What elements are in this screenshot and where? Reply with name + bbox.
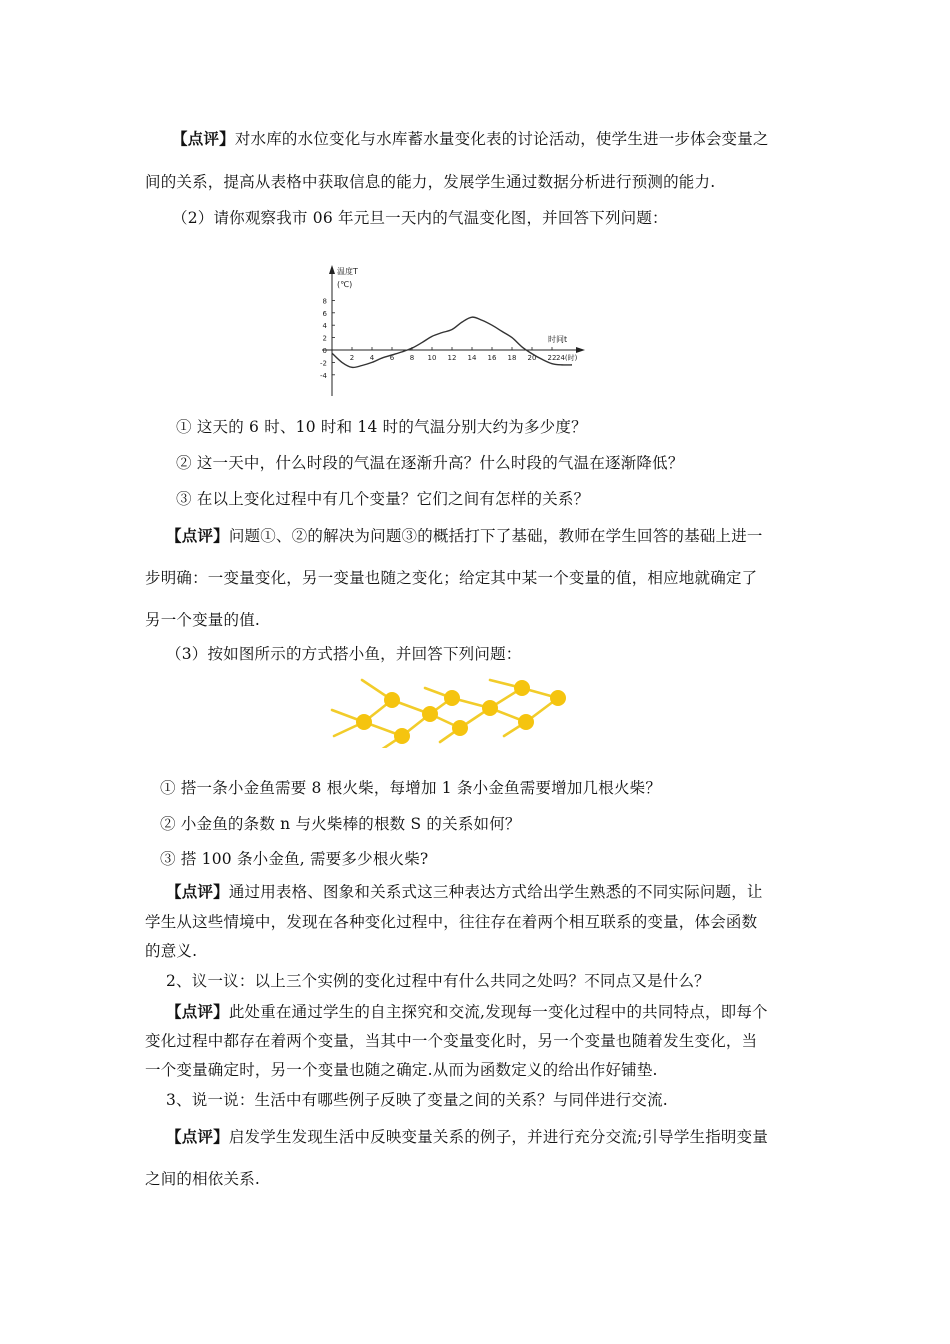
fish-matchstick-figure: [330, 678, 570, 748]
question-3-intro: （3）按如图所示的方式搭小鱼，并回答下列问题：: [166, 645, 522, 663]
comment-5-line-2: 之间的相依关系.: [145, 1170, 261, 1188]
match-head: [452, 720, 468, 736]
x-tick-label: 6: [389, 354, 395, 362]
x-tick-label: 10: [427, 354, 437, 362]
x-axis-arrow: [576, 347, 585, 353]
question-2-3: ③ 在以上变化过程中有几个变量？它们之间有怎样的关系？: [176, 490, 590, 508]
question-3-3: ③ 搭 100 条小金鱼, 需要多少根火柴?: [160, 850, 429, 868]
x-tick-label: 8: [409, 354, 415, 362]
y-tick-label: 2: [322, 334, 327, 343]
temperature-chart: [310, 262, 592, 400]
question-2-intro: （2）请你观察我市 06 年元旦一天内的气温变化图，并回答下列问题：: [172, 209, 668, 227]
y-tick-label: 6: [322, 309, 327, 318]
comment-3-line-2: 学生从这些情境中，发现在各种变化过程中，往往存在着两个相互联系的变量，体会函数: [145, 913, 758, 931]
comment-2-line-1: 【点评】问题①、②的解决为问题③的概括打下了基础，教师在学生回答的基础上进一: [166, 526, 763, 545]
y-tick-label: 0: [322, 347, 327, 355]
comment-4-line-3: 一个变量确定时，另一个变量也随之确定.从而为函数定义的给出作好铺垫.: [145, 1061, 658, 1079]
y-axis-arrow: [329, 265, 335, 274]
match-head: [422, 706, 438, 722]
comment-label: 【点评】: [166, 1127, 229, 1146]
chart-axes: [322, 265, 585, 396]
match-head: [514, 680, 530, 696]
question-2-2: ② 这一天中，什么时段的气温在逐渐升高？什么时段的气温在逐渐降低？: [176, 454, 684, 472]
y-tick-label: 4: [322, 322, 327, 331]
comment-4-line-2: 变化过程中都存在着两个变量，当其中一个变量变化时，另一个变量也随着发生变化，当: [145, 1032, 758, 1050]
comment-1-line-2: 间的关系，提高从表格中获取信息的能力，发展学生通过数据分析进行预测的能力.: [145, 173, 716, 191]
match-head: [444, 690, 460, 706]
question-3-2: ② 小金鱼的条数 n 与火柴棒的根数 S 的关系如何？: [160, 815, 521, 833]
x-axis-label: 时间t: [548, 335, 568, 344]
y-tick-label: -2: [320, 359, 327, 368]
y-tick-label: 8: [322, 297, 327, 306]
comment-3-line-1: 【点评】通过用表格、图象和关系式这三种表达方式给出学生熟悉的不同实际问题，让: [166, 882, 763, 901]
match-head: [356, 714, 372, 730]
x-tick-label: 20: [527, 354, 537, 362]
x-tick-label: 22: [547, 354, 557, 362]
x-tick-label: 18: [507, 354, 517, 362]
y-axis-label: 温度T: [337, 267, 358, 276]
comment-label: 【点评】: [166, 1002, 229, 1021]
comment-label: 【点评】: [166, 882, 229, 901]
x-tick-label: 14: [467, 354, 477, 362]
match-head: [550, 690, 566, 706]
x-tick-label: 12: [447, 354, 457, 362]
match-head: [518, 714, 534, 730]
comment-2-line-2: 步明确：一变量变化，另一变量也随之变化；给定其中某一个变量的值，相应地就确定了: [145, 569, 758, 587]
comment-5-line-1: 【点评】启发学生发现生活中反映变量关系的例子，并进行充分交流;引导学生指明变量: [166, 1127, 769, 1146]
comment-2-line-3: 另一个变量的值.: [145, 611, 261, 629]
x-tick-label: 4: [369, 354, 375, 362]
question-2-1: ① 这天的 6 时、10 时和 14 时的气温分别大约为多少度？: [176, 418, 587, 436]
comment-label: 【点评】: [166, 526, 229, 545]
comment-4-line-1: 【点评】此处重在通过学生的自主探究和交流,发现每一变化过程中的共同特点，即每个: [166, 1002, 768, 1021]
match-head: [482, 700, 498, 716]
y-axis-unit: (℃): [337, 280, 353, 289]
y-tick-label: -4: [320, 371, 327, 380]
comment-1-line-1: 【点评】对水库的水位变化与水库蓄水量变化表的讨论活动，使学生进一步体会变量之: [172, 129, 769, 148]
x-tick-label: 16: [487, 354, 497, 362]
match-head: [384, 692, 400, 708]
comment-label: 【点评】: [172, 129, 235, 148]
x-tick-label: 2: [349, 354, 355, 362]
x-axis-unit: 24(时): [556, 354, 578, 362]
comment-3-line-3: 的意义.: [145, 942, 198, 960]
say-title: 3、说一说：生活中有哪些例子反映了变量之间的关系？与同伴进行交流.: [166, 1091, 668, 1109]
match-head: [394, 728, 410, 744]
question-3-1: ① 搭一条小金鱼需要 8 根火柴，每增加 1 条小金鱼需要增加几根火柴？: [160, 779, 662, 797]
discuss-title: 2、议一议：以上三个实例的变化过程中有什么共同之处吗？不同点又是什么？: [166, 972, 710, 990]
